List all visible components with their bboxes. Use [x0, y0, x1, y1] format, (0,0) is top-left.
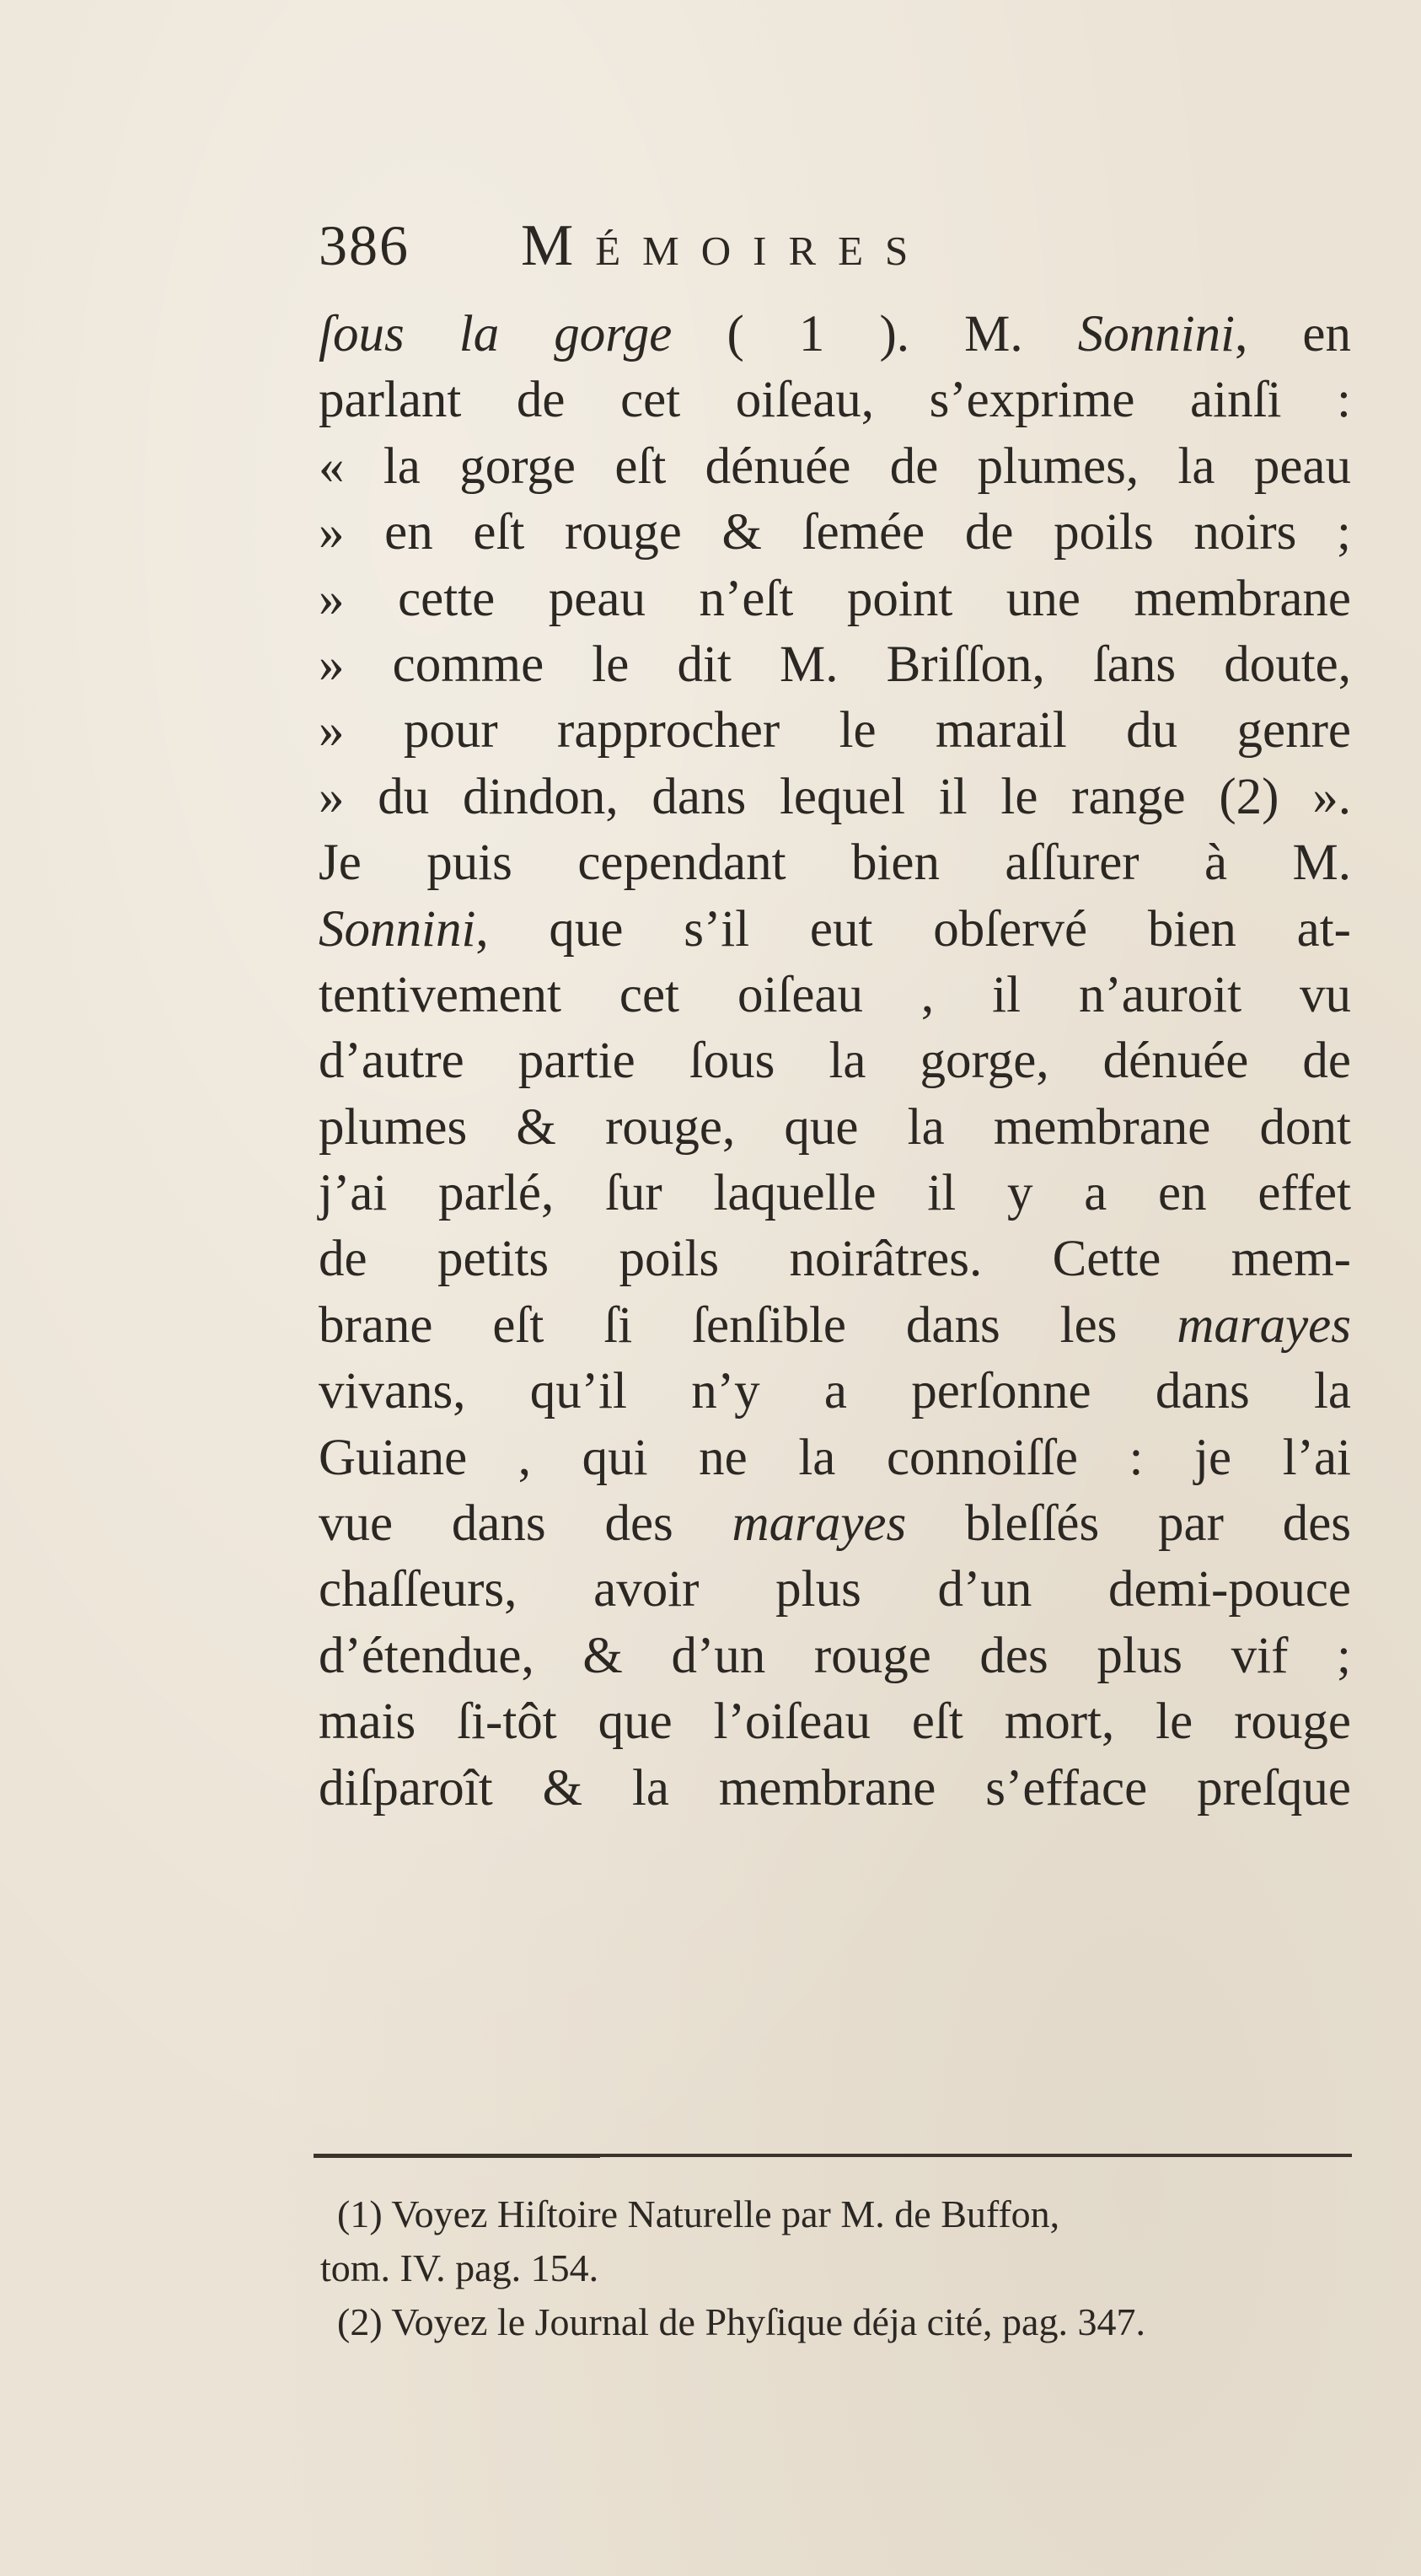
text-run: » en eſt rouge & ſemée de poils noirs ;: [319, 504, 1351, 561]
text-line: [319, 830, 1351, 896]
text-run: Guiane , qui ne la connoiſſe : je l’ai: [319, 1429, 1351, 1486]
text-run: brane eſt ſi ſenſible dans les: [319, 1296, 1177, 1354]
text-line: [319, 1425, 1351, 1491]
text-run: vivans, qu’il n’y a perſonne dans la: [319, 1363, 1351, 1420]
text-run: » pour rapprocher le marail du genre: [319, 702, 1351, 759]
text-run: chaſſeurs, avoir plus d’un demi-pouce: [319, 1561, 1351, 1618]
text-line: [319, 1161, 1351, 1226]
text-line: [319, 1028, 1351, 1094]
footnote-line: tom. IV. pag. 154.: [320, 2246, 599, 2289]
text-line: [319, 1689, 1351, 1755]
text-line: [319, 698, 1351, 764]
footnote-line: (2) Voyez le Journal de Phyſique déja cité, pag. 347.: [337, 2300, 1145, 2343]
text-run: « la gorge eſt dénuée de plumes, la peau: [319, 437, 1351, 495]
text-run: , que s’il eut obſervé bien at-: [475, 900, 1351, 958]
text-run: d’autre partie ſous la gorge, dénuée de: [319, 1033, 1351, 1090]
text-run: mais ſi-tôt que l’oiſeau eſt mort, le rouge: [319, 1693, 1351, 1751]
text-line: [319, 1623, 1351, 1689]
text-line: [319, 765, 1351, 830]
text-line: [319, 500, 1351, 566]
footnote-rule: [314, 2154, 1352, 2157]
main-text: [319, 302, 1351, 1822]
page-number: 386: [319, 213, 410, 277]
italic-text: marayes: [732, 1495, 907, 1553]
italic-text: marayes: [1177, 1296, 1351, 1354]
text-run: ( 1 ). M.: [672, 306, 1078, 362]
text-run: plumes & rouge, que la membrane dont: [319, 1098, 1351, 1156]
text-line: [319, 1557, 1351, 1623]
footnote-line: (1) Voyez Hiſtoire Naturelle par M. de Buffon,: [337, 2192, 1060, 2235]
text-line: [319, 1756, 1351, 1822]
text-line: [319, 302, 1351, 368]
text-run: bleſſés par des: [906, 1495, 1352, 1553]
footnotes: [320, 2187, 1349, 2349]
text-run: d’étendue, & d’un rouge des plus vif ;: [319, 1627, 1351, 1684]
text-line: [319, 897, 1351, 963]
text-line: [319, 368, 1351, 433]
text-run: de petits poils noirâtres. Cette mem-: [319, 1231, 1351, 1288]
text-line: [319, 1226, 1351, 1292]
text-run: parlant de cet oiſeau, s’exprime ainſi :: [319, 372, 1351, 429]
italic-text: ſous la gorge: [319, 306, 673, 362]
text-run: vue dans des: [319, 1495, 732, 1553]
text-run: tentivement cet oiſeau , il n’auroit vu: [319, 966, 1351, 1023]
text-run: » cette peau n’eſt point une membrane: [319, 570, 1351, 627]
text-run: » du dindon, dans lequel il le range (2) ».: [319, 768, 1351, 825]
text-line: [319, 434, 1351, 500]
text-run: » comme le dit M. Briſſon, ſans doute,: [319, 636, 1351, 693]
text-run: diſparoît & la membrane s’efface preſque: [319, 1759, 1351, 1817]
text-line: [319, 1359, 1351, 1425]
italic-text: Sonnini: [319, 900, 476, 958]
text-line: [319, 963, 1351, 1028]
text-line: [319, 1293, 1351, 1359]
text-line: [319, 1095, 1351, 1161]
text-run: , en: [1235, 306, 1352, 362]
running-head: Mémoires: [521, 213, 930, 278]
text-line: [319, 1491, 1351, 1557]
text-run: j’ai parlé, ſur laquelle il y a en effet: [319, 1165, 1351, 1222]
text-run: Je puis cependant bien aſſurer à M.: [319, 835, 1351, 892]
page-header: [319, 212, 930, 288]
italic-text: Sonnini: [1077, 306, 1236, 362]
text-line: [319, 566, 1351, 632]
text-line: [319, 632, 1351, 698]
